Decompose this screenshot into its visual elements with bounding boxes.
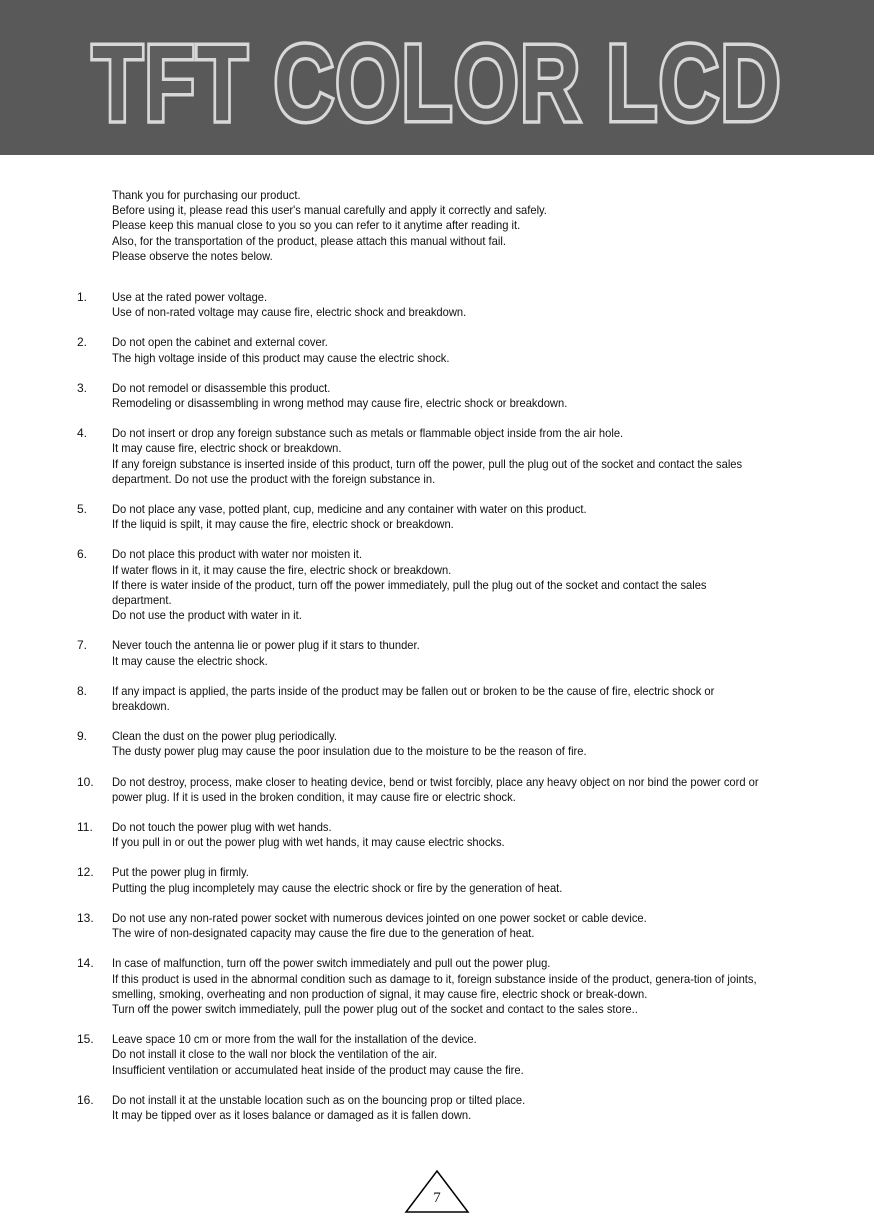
note-item [77,426,837,487]
note-body [112,911,763,941]
note-line: If this product is used in the abnormal condition such as damage to it, foreign substance inside of the product, genera-tion of joints, smelling, smoking, overheating and non production of signal, it may cause fire, electric shock or break-down. [112,971,757,1001]
note-line: The wire of non-designated capacity may cause the fire due to the generation of heat. [112,926,535,941]
note-line: Do not place this product with water nor moisten it. [112,547,362,562]
note-line: Never touch the antenna lie or power plug if it stars to thunder. [112,638,420,653]
note-body [112,638,763,668]
note-line: Do not install it at the unstable location such as on the bouncing prop or tilted place. [112,1092,526,1107]
note-number: 2. [77,335,88,350]
note-line: Do not remodel or disassemble this product. [112,380,331,395]
page-number-badge [404,1168,470,1214]
note-line: Do not use the product with water in it. [112,608,302,623]
note-body [112,381,763,411]
title-banner-art [0,0,874,155]
note-line: It may cause fire, electric shock or breakdown. [112,441,342,456]
note-number: 5. [77,502,88,517]
note-number: 3. [77,380,88,395]
note-body [112,820,763,850]
intro-line: Thank you for purchasing our product. [112,188,301,202]
note-number: 14. [77,956,94,971]
note-body [112,335,763,365]
note-number: 13. [77,910,94,925]
note-line: Turn off the power switch immediately, pull the power plug out of the socket and contact to the sales store.. [112,1001,638,1016]
note-body [112,502,763,532]
intro-line: Before using it, please read this user's manual carefully and apply it correctly and safely. [112,203,547,218]
note-number: 11. [77,820,93,835]
note-item [77,290,837,320]
note-line: If you pull in or out the power plug with wet hands, it may cause electric shocks. [112,835,505,850]
intro-line: Also, for the transportation of the product, please attach this manual without fail. [112,233,506,248]
note-line: Insufficient ventilation or accumulated heat inside of the product may cause the fire. [112,1062,524,1077]
note-item [77,638,837,668]
banner-title: TFT COLOR LCD [92,22,782,143]
note-number: 9. [77,729,88,744]
note-body [112,1093,763,1123]
note-line: If water flows in it, it may cause the fire, electric shock or breakdown. [112,562,452,577]
note-item [77,729,837,759]
note-line: The dusty power plug may cause the poor insulation due to the moisture to be the reason of fire. [112,744,587,759]
note-body [112,1032,763,1078]
note-number: 4. [77,426,88,441]
intro-paragraph [112,188,763,264]
page-number: 7 [433,1190,441,1206]
note-line: If the liquid is spilt, it may cause the fire, electric shock or breakdown. [112,517,454,532]
note-number: 7. [77,638,88,653]
note-item [77,865,837,895]
note-number: 12. [77,865,94,880]
note-line: Putting the plug incompletely may cause the electric shock or fire by the generation of heat. [112,880,563,895]
note-number: 15. [77,1032,94,1047]
note-line: If there is water inside of the product, turn off the power immediately, pull the plug out of the socket and contact the sales department. [112,577,707,608]
note-item [77,956,837,1017]
note-body [112,684,763,714]
note-line: Use of non-rated voltage may cause fire, electric shock and breakdown. [112,305,467,320]
note-line: It may cause the electric shock. [112,653,268,668]
note-body [112,426,763,487]
note-item [77,684,837,714]
note-item [77,911,837,941]
note-body [112,956,763,1017]
note-number: 8. [77,683,88,698]
note-body [112,775,763,805]
note-line: Leave space 10 cm or more from the wall for the installation of the device. [112,1032,477,1047]
note-line: Do not install it close to the wall nor block the ventilation of the air. [112,1047,438,1062]
note-line: Do not destroy, process, make closer to heating device, bend or twist forcibly, place any heavy object on nor bind the power cord or power plug. If it is used in the broken condition, it may cause fire or electric shock. [112,774,759,804]
note-body [112,729,763,759]
note-line: If any foreign substance is inserted inside of this product, turn off the power, pull the plug out of the socket and contact the sales department. Do not use the product with the foreign substance in. [112,456,743,486]
note-line: Remodeling or disassembling in wrong method may cause fire, electric shock or breakdown. [112,396,568,411]
note-item [77,335,837,365]
intro-line: Please keep this manual close to you so you can refer to it anytime after reading it. [112,218,521,233]
note-line: Do not open the cabinet and external cover. [112,335,328,350]
note-item [77,502,837,532]
note-line: It may be tipped over as it loses balance or damaged as it is fallen down. [112,1107,472,1122]
note-line: Do not use any non-rated power socket with numerous devices jointed on one power socket or cable device. [112,910,647,925]
note-line: In case of malfunction, turn off the power switch immediately and pull out the power plug. [112,956,551,971]
note-body [112,865,763,895]
note-number: 6. [77,547,88,562]
note-item [77,547,837,623]
note-item [77,820,837,850]
note-item [77,1093,837,1123]
note-number: 16. [77,1092,94,1107]
safety-notes-list [77,290,837,1138]
note-body [112,547,763,623]
note-line: Use at the rated power voltage. [112,290,268,304]
note-item [77,1032,837,1078]
note-line: Do not touch the power plug with wet hands. [112,820,332,835]
note-line: The high voltage inside of this product may cause the electric shock. [112,350,450,365]
note-item [77,381,837,411]
note-item [77,775,837,805]
note-number: 10. [77,774,94,789]
intro-line: Please observe the notes below. [112,248,273,263]
note-line: Do not place any vase, potted plant, cup, medicine and any container with water on this product. [112,502,587,517]
title-banner [0,0,874,155]
note-line: Put the power plug in firmly. [112,865,249,880]
note-body [112,290,763,320]
note-line: Clean the dust on the power plug periodically. [112,729,338,744]
note-number: 1. [77,290,88,304]
note-line: If any impact is applied, the parts inside of the product may be fallen out or broken to be the cause of fire, electric shock or breakdown. [112,683,715,714]
note-line: Do not insert or drop any foreign substance such as metals or flammable object inside from the air hole. [112,426,624,441]
